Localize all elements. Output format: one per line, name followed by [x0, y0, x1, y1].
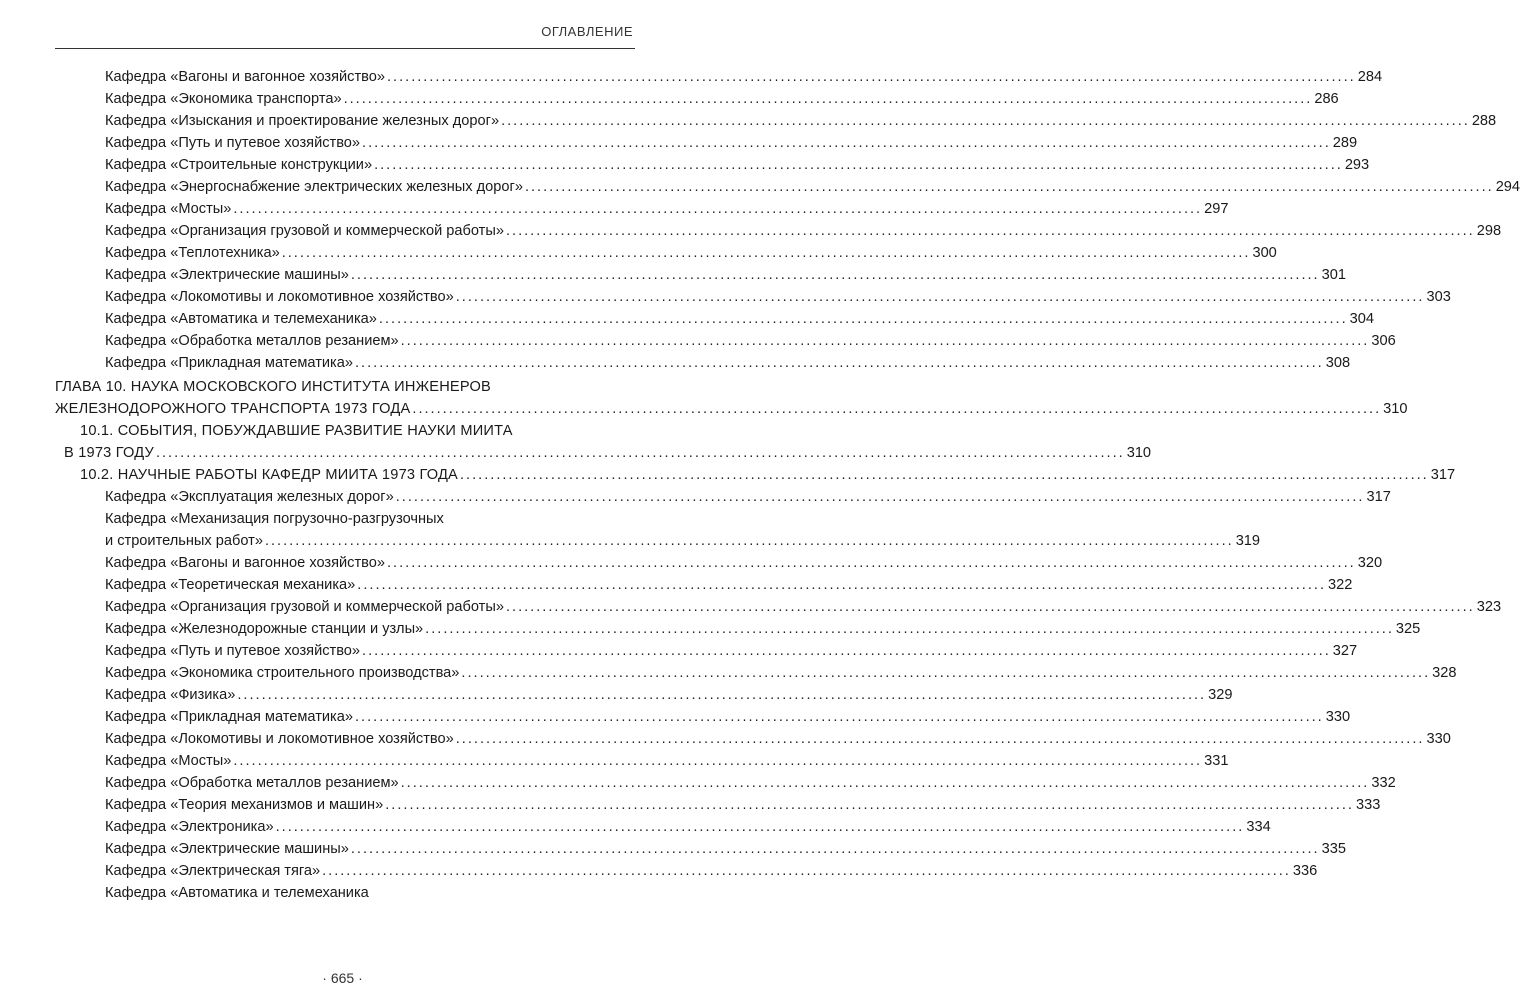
toc-leader: ................................................................................................................................................................ — [400, 775, 1370, 791]
toc-entry-page: 335 — [1321, 841, 1346, 857]
toc-leader: ................................................................................................................................................................ — [374, 157, 1343, 173]
toc-entry-page: 332 — [1371, 775, 1396, 791]
toc-leader: ................................................................................................................................................................ — [355, 709, 1324, 725]
toc-entry[interactable] — [0, 618, 1421, 640]
toc-entry-title: Кафедра «Автоматика и телемеханика» — [105, 311, 377, 327]
toc-entry[interactable] — [0, 662, 1457, 684]
toc-entry-title: Кафедра «Прикладная математика» — [105, 355, 353, 371]
page-number: · 665 · — [322, 970, 363, 986]
toc-leader: ................................................................................................................................................................ — [350, 267, 1320, 283]
toc-section-heading[interactable] — [0, 420, 685, 442]
toc-entry-page: 327 — [1332, 643, 1358, 659]
toc-entry-page: 330 — [1325, 709, 1351, 725]
toc-section-heading[interactable] — [0, 442, 1152, 464]
toc-entry-title: Кафедра «Вагоны и вагонное хозяйство» — [105, 69, 385, 85]
toc-entry-page: 294 — [1495, 179, 1520, 195]
toc-entry-page: 333 — [1355, 797, 1381, 813]
toc-leader: ................................................................................................................................................................ — [264, 533, 1234, 549]
toc-entry-title: Кафедра «Энергоснабжение электрических железных дорог» — [105, 179, 523, 195]
toc-entry-page: 323 — [1476, 599, 1502, 615]
toc-entry-page: 334 — [1246, 819, 1271, 835]
toc-leader: ................................................................................................................................................................ — [322, 863, 1291, 879]
toc-entry[interactable] — [0, 176, 1520, 198]
toc-section-title: 10.1. СОБЫТИЯ, ПОБУЖДАВШИЕ РАЗВИТИЕ НАУКИ МИИТА — [80, 423, 513, 439]
toc-entry-page: 284 — [1357, 69, 1383, 85]
toc-entry-page: 288 — [1471, 113, 1497, 129]
toc-entry-title: Кафедра «Локомотивы и локомотивное хозяйство» — [105, 289, 454, 305]
toc-entry-title: Кафедра «Механизация погрузочно-разгрузочных — [105, 511, 444, 527]
toc-entry-title: Кафедра «Электрические машины» — [105, 841, 349, 857]
toc-entry-page: 330 — [1426, 731, 1451, 747]
toc-entry[interactable] — [0, 882, 685, 904]
toc-leader: ................................................................................................................................................................ — [355, 355, 1324, 371]
toc-entry-page: 289 — [1332, 135, 1358, 151]
toc-entry[interactable] — [0, 860, 1318, 882]
toc-leader: ................................................................................................................................................................ — [386, 555, 1356, 571]
toc-entry-title: Кафедра «Железнодорожные станции и узлы» — [105, 621, 424, 637]
toc-entry-title: Кафедра «Локомотивы и локомотивное хозяйство» — [105, 731, 454, 747]
toc-entry-page: 301 — [1321, 267, 1346, 283]
toc-entry[interactable] — [0, 728, 1451, 750]
toc-entry[interactable] — [0, 220, 1502, 242]
toc-entry-page: 293 — [1344, 157, 1370, 173]
toc-entry-page: 317 — [1430, 467, 1456, 483]
toc-entry-page: 317 — [1366, 489, 1391, 505]
toc-entry-title: Кафедра «Путь и путевое хозяйство» — [105, 135, 361, 151]
toc-entry-title: Кафедра «Организация грузовой и коммерческой работы» — [105, 599, 504, 615]
toc-chapter-title: ГЛАВА 10. НАУКА МОСКОВСКОГО ИНСТИТУТА ИНЖЕНЕРОВ — [55, 379, 491, 395]
toc-entry-page: 322 — [1328, 577, 1353, 593]
toc-entry-title: Кафедра «Автоматика и телемеханика — [105, 885, 369, 901]
toc-leader: ................................................................................................................................................................ — [237, 687, 1207, 703]
toc-entry-title: Кафедра «Строительные конструкции» — [105, 157, 373, 173]
toc-entry-page: 306 — [1371, 333, 1396, 349]
toc-leader: ................................................................................................................................................................ — [501, 113, 1470, 129]
toc-leader: ................................................................................................................................................................ — [233, 201, 1203, 217]
toc-entry-title: Кафедра «Физика» — [105, 687, 236, 703]
toc-entry-title: Кафедра «Электрические машины» — [105, 267, 349, 283]
toc-entry-page: 310 — [1383, 401, 1408, 417]
toc-leader: ................................................................................................................................................................ — [455, 289, 1425, 305]
toc-entry[interactable] — [0, 88, 1339, 110]
toc-entry-page: 286 — [1314, 91, 1339, 107]
toc-entry-page: 297 — [1204, 201, 1229, 217]
toc-leader: ................................................................................................................................................................ — [233, 753, 1203, 769]
toc-entry-page: 325 — [1395, 621, 1421, 637]
toc-entry[interactable] — [0, 794, 1381, 816]
toc-leader: ................................................................................................................................................................ — [505, 599, 1475, 615]
toc-section-title: 10.2. НАУЧНЫЕ РАБОТЫ КАФЕДР МИИТА 1973 ГОДА — [80, 467, 458, 483]
toc-entry-page: 331 — [1204, 753, 1229, 769]
toc-entry[interactable] — [0, 750, 1229, 772]
toc-entry-title: Кафедра «Изыскания и проектирование железных дорог» — [105, 113, 500, 129]
running-head: ОГЛАВЛЕНИЕ — [541, 24, 633, 39]
toc-leader: ................................................................................................................................................................ — [357, 577, 1327, 593]
toc-entry[interactable] — [0, 110, 1497, 132]
toc-entry[interactable] — [0, 596, 1502, 618]
toc-leader: ................................................................................................................................................................ — [385, 797, 1354, 813]
toc-entry-page: 319 — [1235, 533, 1261, 549]
toc-leader: ................................................................................................................................................................ — [362, 135, 1331, 151]
toc-section-title: В 1973 ГОДУ — [64, 445, 154, 461]
toc-entry-title: Кафедра «Электрическая тяга» — [105, 863, 321, 879]
toc-entry-page: 298 — [1476, 223, 1502, 239]
toc-leader: ................................................................................................................................................................ — [505, 223, 1475, 239]
toc-entry[interactable] — [0, 640, 1358, 662]
toc-entry-title: Кафедра «Экономика строительного производства» — [105, 665, 460, 681]
header-rule — [55, 48, 635, 49]
toc-leader: ................................................................................................................................................................ — [455, 731, 1425, 747]
toc-entry[interactable] — [0, 264, 1346, 286]
toc-leader: ................................................................................................................................................................ — [395, 489, 1365, 505]
toc-entry-title: Кафедра «Экономика транспорта» — [105, 91, 342, 107]
toc-leader: ................................................................................................................................................................ — [460, 467, 1429, 483]
toc-leader: ................................................................................................................................................................ — [425, 621, 1394, 637]
toc-entry-title: Кафедра «Мосты» — [105, 753, 232, 769]
toc-leader: ................................................................................................................................................................ — [362, 643, 1331, 659]
toc-entry-page: 336 — [1292, 863, 1318, 879]
toc-entry[interactable] — [0, 308, 1375, 330]
toc-entry-page: 310 — [1126, 445, 1152, 461]
toc-entry-page: 329 — [1208, 687, 1233, 703]
toc-entry[interactable] — [0, 286, 1451, 308]
toc-leader: ................................................................................................................................................................ — [386, 69, 1356, 85]
toc-leader: ................................................................................................................................................................ — [155, 445, 1125, 461]
toc-entry[interactable] — [0, 552, 1383, 574]
toc-entry[interactable] — [0, 508, 685, 530]
toc-entry[interactable] — [0, 486, 1391, 508]
toc-leader: ................................................................................................................................................................ — [275, 819, 1245, 835]
toc-chapter-title: ЖЕЛЕЗНОДОРОЖНОГО ТРАНСПОРТА 1973 ГОДА — [55, 401, 411, 417]
toc-entry-page: 328 — [1432, 665, 1457, 681]
toc-leader: ................................................................................................................................................................ — [343, 91, 1313, 107]
toc-entry[interactable] — [0, 154, 1370, 176]
toc-chapter-heading[interactable] — [0, 376, 685, 398]
toc-entry[interactable] — [0, 352, 1351, 374]
toc-entry-title: Кафедра «Путь и путевое хозяйство» — [105, 643, 361, 659]
toc-leader: ................................................................................................................................................................ — [281, 245, 1251, 261]
toc-entry-title: Кафедра «Эксплуатация железных дорог» — [105, 489, 394, 505]
toc-entry-title: и строительных работ» — [105, 533, 263, 549]
toc-entry[interactable] — [0, 574, 1353, 596]
toc-entry-title: Кафедра «Теоретическая механика» — [105, 577, 356, 593]
toc-entry-title: Кафедра «Обработка металлов резанием» — [105, 333, 399, 349]
toc-entry-title: Кафедра «Теплотехника» — [105, 245, 280, 261]
toc-leader: ................................................................................................................................................................ — [378, 311, 1348, 327]
toc-leader: ................................................................................................................................................................ — [412, 401, 1382, 417]
toc-entry[interactable] — [0, 242, 1277, 264]
toc-entry-title: Кафедра «Вагоны и вагонное хозяйство» — [105, 555, 385, 571]
toc-entry[interactable] — [0, 330, 1396, 352]
toc-entry[interactable] — [0, 838, 1346, 860]
toc-entry-page: 320 — [1357, 555, 1383, 571]
toc-entry[interactable] — [0, 684, 1233, 706]
toc-entry-title: Кафедра «Организация грузовой и коммерческой работы» — [105, 223, 504, 239]
toc-entry-title: Кафедра «Мосты» — [105, 201, 232, 217]
toc-entry-page: 308 — [1325, 355, 1351, 371]
toc-entry-title: Кафедра «Теория механизмов и машин» — [105, 797, 384, 813]
toc-entry[interactable] — [0, 530, 1261, 552]
toc-leader: ................................................................................................................................................................ — [350, 841, 1320, 857]
toc-chapter-heading[interactable] — [0, 398, 1408, 420]
toc-entry-title: Кафедра «Прикладная математика» — [105, 709, 353, 725]
toc-section-heading[interactable] — [0, 464, 1456, 486]
toc-entry-page: 303 — [1426, 289, 1451, 305]
toc-entry-title: Кафедра «Электроника» — [105, 819, 274, 835]
toc-entry-page: 300 — [1252, 245, 1277, 261]
toc-entry[interactable] — [0, 816, 1271, 838]
toc-leader: ................................................................................................................................................................ — [524, 179, 1494, 195]
toc-entry[interactable] — [0, 706, 1351, 728]
toc-entry[interactable] — [0, 132, 1358, 154]
toc-entry-title: Кафедра «Обработка металлов резанием» — [105, 775, 399, 791]
toc-entry-page: 304 — [1349, 311, 1375, 327]
toc-entry[interactable] — [0, 772, 1396, 794]
toc-leader: ................................................................................................................................................................ — [461, 665, 1431, 681]
toc-entry[interactable] — [0, 66, 1383, 88]
toc-entry[interactable] — [0, 198, 1229, 220]
toc-leader: ................................................................................................................................................................ — [400, 333, 1370, 349]
